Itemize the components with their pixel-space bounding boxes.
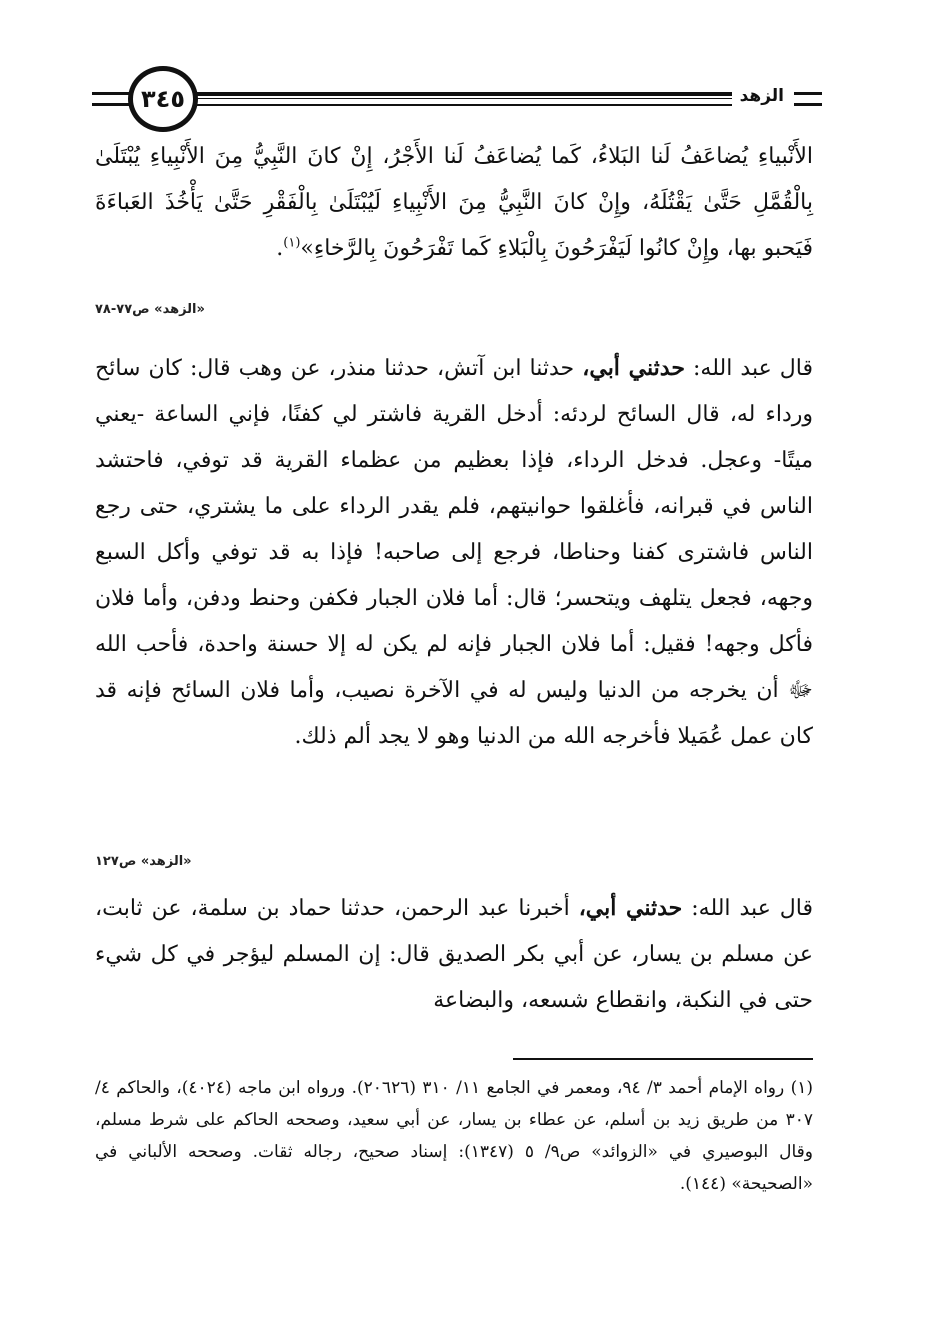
- header-rule-left: [92, 92, 132, 106]
- section-1-paragraph: [95, 134, 813, 272]
- section-1-quote: الأَنْبياءِ يُضاعَفُ لَنا البَلاءُ، كَما يُضاعَفُ لَنا الأَجْرُ، إِنْ كانَ النَّبِيُّ مِنَ الأَنْبِياءِ يُبْتَلَىٰ بِالْقُمَّلِ حَتَّىٰ يَقْتُلَهُ، وإِنْ كانَ النَّبِيُّ مِنَ الأَنْبِياءِ لَيُبْتَلَىٰ بِالْفَقْرِ حَتَّىٰ يَأْخُذَ العَباءَةَ فَيَحبو بها، وإِنْ كانُوا لَيَفْرَحُونَ بِالْبَلاءِ كَما تَفْرَحُونَ بِالرَّخاءِ»: [95, 144, 813, 261]
- section-2-body: حدثنا ابن آتش، حدثنا منذر، عن وهب قال: كان سائح ورداء له، قال السائح لردئه: أدخل القرية فاشتر لي كفنًا، فإني الساعة -يعني ميتًا- وعجل. فدخل الرداء، فإذا بعظيم من عظماء القرية قد توفي، فاحتشد الناس في قبرانه، فأغلقوا حوانيتهم، فلم يقدر الرداء على ما يشتري، حتى رجع الناس فاشترى كفنا وحناطا، فرجع إلى صاحبه! فإذا به قد توفي وأكل السبع وجهه، فجعل يتلهف ويتحسر؛ قال: أما فلان الجبار فكفن وحنط ودفن، وأما فلان فأكل وجهه! فقيل: أما فلان الجبار فإنه لم يكن له إلا حسنة واحدة، فأحب الله ﷻ أن يخرجه من الدنيا وليس له في الآخرة نصيب، وأما فلان السائح فإنه قد كان عمل عُمَيلا فأخرجه الله من الدنيا وهو لا يجد ألم ذلك.: [95, 356, 813, 749]
- footnote-separator: [513, 1058, 813, 1060]
- section-1-source: «الزهد» ص٧٧-٧٨: [95, 302, 205, 317]
- section-3-text: [95, 885, 813, 1024]
- section-2-paragraph: [95, 345, 813, 760]
- section-2-lead: قال عبد الله:: [693, 356, 814, 381]
- section-1-end: .: [276, 236, 284, 261]
- footnote: [95, 1072, 813, 1200]
- section-1-text: [95, 134, 813, 272]
- section-3-body: أخبرنا عبد الرحمن، حدثنا حماد بن سلمة، عن ثابت، عن مسلم بن يسار، عن أبي بكر الصديق قال: إن المسلم ليؤجر في كل شيء حتى في النكبة، وانقطاع شسعه، والبضاعة: [95, 896, 813, 1013]
- section-2-emphasis: حدثني أبي،: [582, 355, 685, 381]
- header-rule-middle: [196, 92, 756, 106]
- running-title: الزهد: [732, 85, 792, 107]
- footnote-marker: (١): [283, 235, 301, 251]
- page-number-badge: [128, 66, 198, 132]
- section-3-emphasis: حدثني أبي،: [578, 895, 683, 921]
- page-header: [92, 66, 822, 132]
- section-2-source: «الزهد» ص١٢٧: [95, 854, 192, 869]
- section-3-paragraph: [95, 885, 813, 1024]
- page-number: ٣٤٥: [141, 85, 185, 113]
- footnote-text: (١) رواه الإمام أحمد ٣/ ٩٤، ومعمر في الجامع ١١/ ٣١٠ (٢٠٦٢٦). ورواه ابن ماجه (٤٠٢٤)، والحاكم ٤/ ٣٠٧ من طريق زيد بن أسلم، عن عطاء بن يسار، عن أبي سعيد، وصححه الحاكم على شرط مسلم، وقال البوصيري في «الزوائد» ص٩/ ٥ (١٣٤٧): إسناد صحيح، رجاله ثقات. وصححه الألباني في «الصحيحة» (١٤٤).: [95, 1078, 813, 1194]
- section-2-text: [95, 345, 813, 760]
- header-rule-right: [794, 92, 822, 106]
- section-3-lead: قال عبد الله:: [691, 896, 814, 921]
